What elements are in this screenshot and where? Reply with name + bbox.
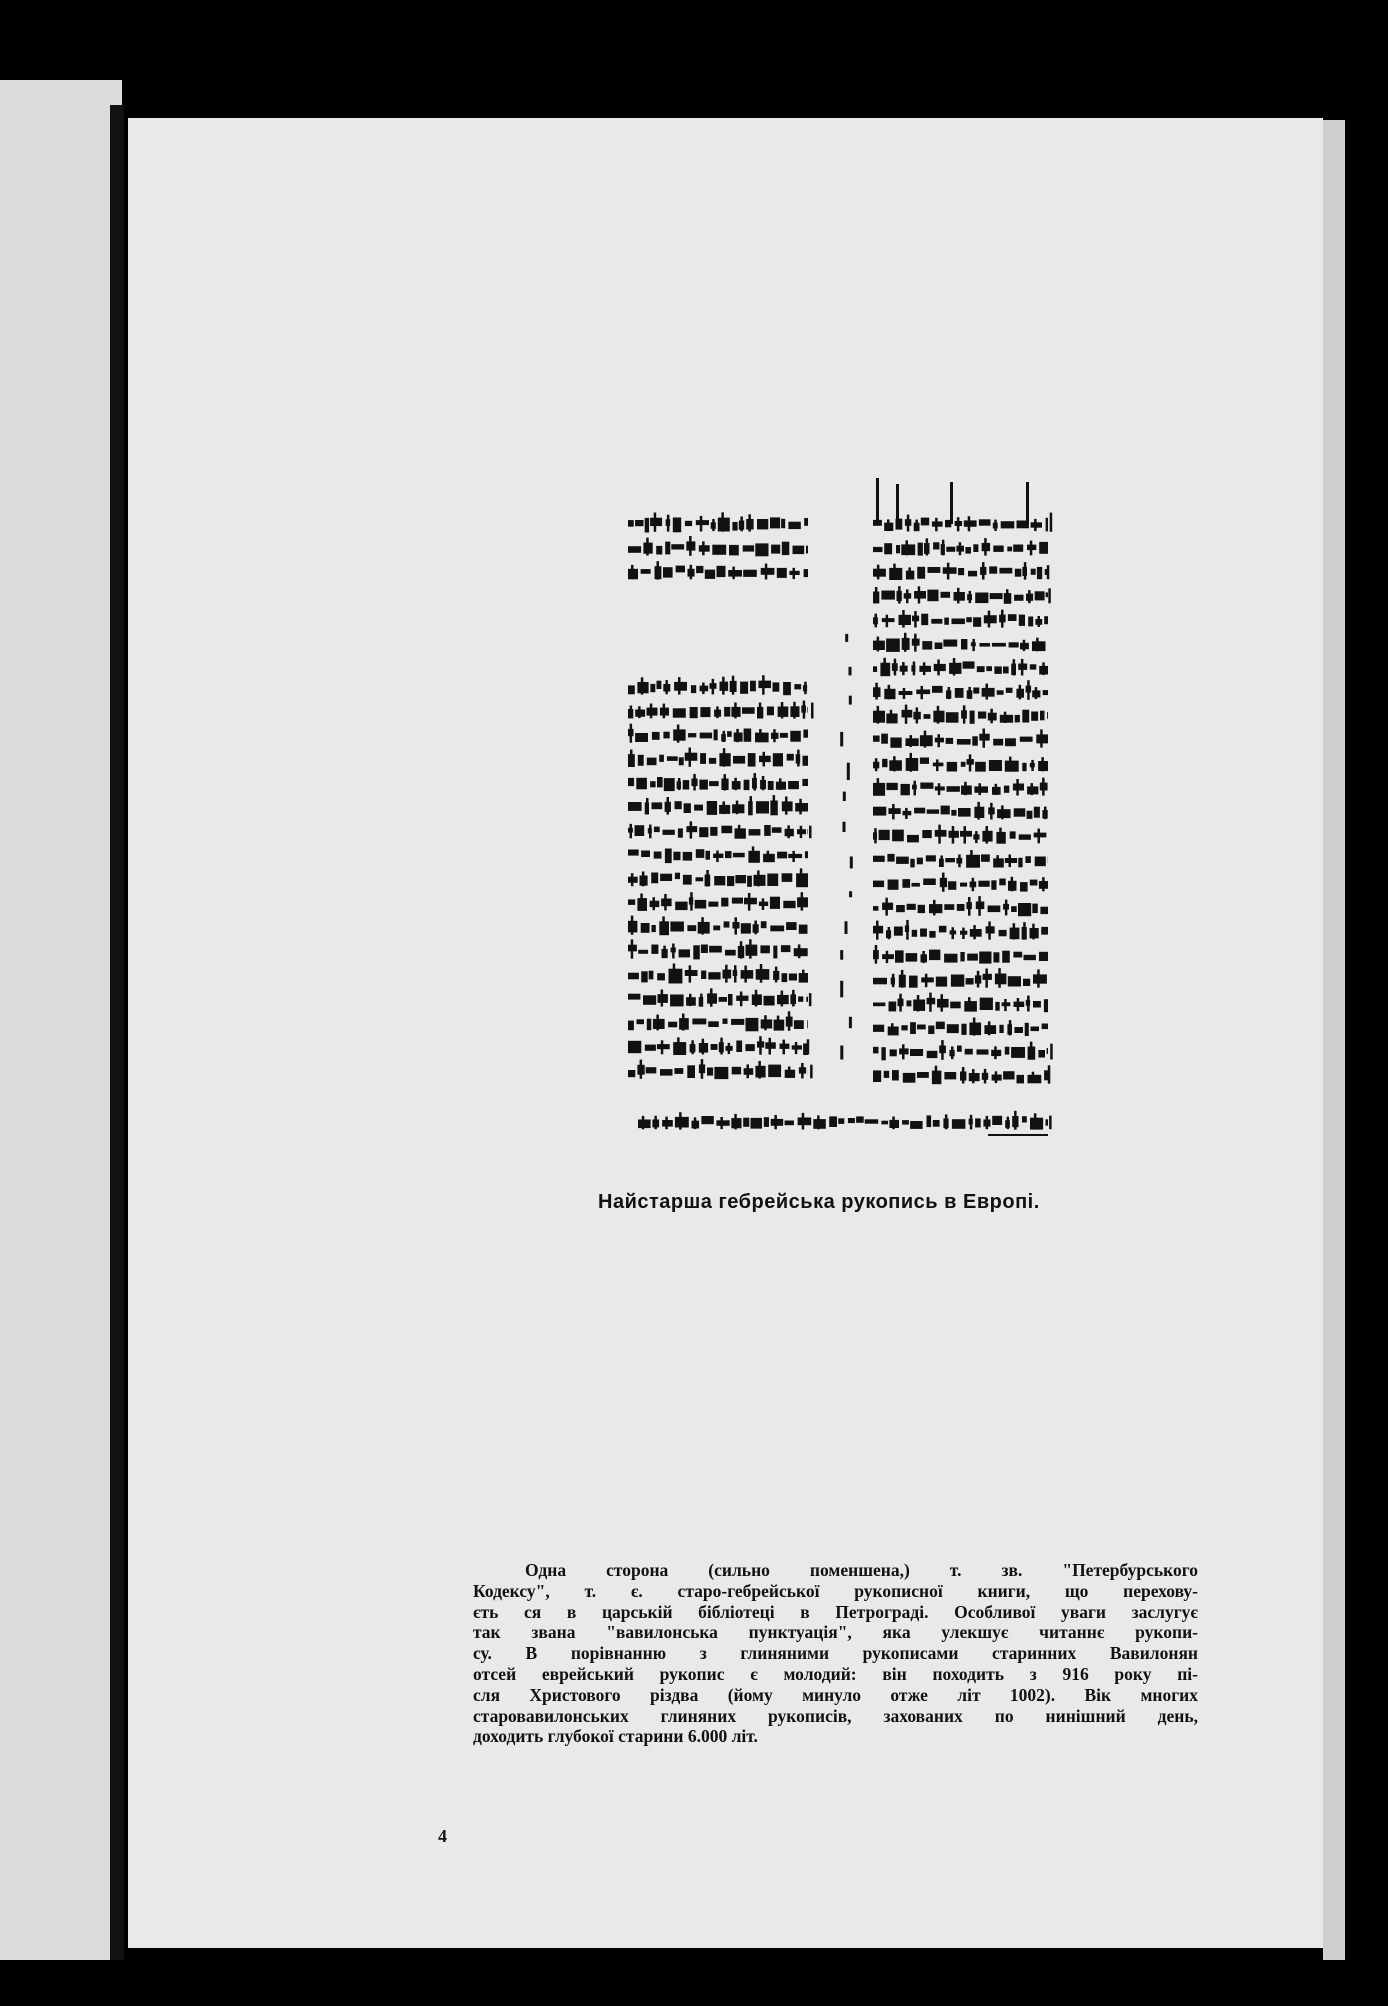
page-number: 4 (438, 1826, 447, 1846)
manuscript-left-line (628, 916, 808, 936)
manuscript-right-line (873, 562, 1049, 580)
ascender-stroke (950, 482, 953, 524)
manuscript-right-line (873, 993, 1048, 1013)
manuscript-left-line (628, 561, 808, 580)
manuscript-left-line (628, 1059, 813, 1079)
manuscript-right-line (873, 850, 1048, 868)
marginal-mark (840, 950, 843, 960)
manuscript-right-line (873, 586, 1051, 604)
marginal-mark (840, 732, 843, 747)
ascender-stroke (1026, 482, 1029, 524)
manuscript-illustration (608, 478, 1068, 1148)
marginal-mark (850, 857, 853, 869)
manuscript-right-line (873, 680, 1048, 700)
manuscript-right-line (873, 968, 1047, 988)
manuscript-right-line (873, 873, 1048, 892)
manuscript-left-line (628, 512, 808, 532)
marginal-mark (849, 1017, 852, 1028)
description-paragraph (473, 1560, 1198, 1747)
manuscript-right-line (873, 945, 1048, 964)
manuscript-left-line (628, 846, 808, 863)
manuscript-left-line (628, 892, 808, 911)
manuscript-right-line (873, 1018, 1048, 1037)
manuscript-left-line (628, 748, 808, 768)
manuscript-left-line (628, 724, 808, 743)
manuscript-right-line (873, 802, 1048, 820)
manuscript-left-line (628, 868, 808, 887)
marginal-mark (849, 696, 852, 705)
marginal-mark (845, 921, 848, 934)
scanned-page (128, 118, 1323, 1948)
manuscript-right-line (873, 753, 1048, 772)
description-line: сля Христового різдва (йому минуло отже літ 1002). Вік многих (473, 1684, 1198, 1705)
description-line: Кодексу", т. є. старо-гебрейської рукописної книги, що перехову- (473, 1580, 1198, 1601)
manuscript-right-line (873, 1065, 1050, 1084)
ascender-stroke (896, 484, 899, 526)
description-line: доходить глубокої старини 6.000 літ. (473, 1726, 758, 1747)
description-line: Одна сторона (сильно поменшена,) т. зв. "Петербурського (525, 1560, 1198, 1580)
manuscript-left-line (628, 536, 808, 556)
marginal-mark (845, 634, 848, 642)
book-spine-shadow (110, 105, 124, 1960)
marginal-mark (849, 891, 852, 897)
marginal-mark (843, 822, 846, 832)
manuscript-right-line (873, 825, 1046, 844)
manuscript-left-line (628, 1011, 808, 1031)
right-page-edge (1323, 120, 1345, 1960)
manuscript-left-line (628, 939, 808, 959)
manuscript-left-line (628, 964, 808, 984)
manuscript-right-line (873, 513, 1052, 532)
manuscript-left-line (628, 675, 807, 695)
manuscript-left-line (628, 795, 808, 815)
manuscript-left-line (628, 1036, 809, 1055)
manuscript-left-line (628, 988, 811, 1006)
description-line: старовавилонських глиняних рукописів, захованих по нинішний день, (473, 1705, 1198, 1726)
hebrew-manuscript-image (608, 478, 1068, 1148)
manuscript-right-line (873, 778, 1048, 796)
description-line: отсей еврейський рукопис є молодий: він походить з 916 року пі- (473, 1663, 1198, 1684)
manuscript-right-line (873, 920, 1048, 940)
manuscript-right-line (873, 896, 1048, 916)
manuscript-right-line (873, 658, 1048, 676)
description-line: так звана "вавилонська пунктуація", яка улекшує читаннє рукопи- (473, 1622, 1198, 1643)
manuscript-right-line (873, 1040, 1053, 1060)
manuscript-footer-line (638, 1111, 1052, 1130)
footer-underline (988, 1134, 1048, 1136)
manuscript-right-line (873, 538, 1048, 556)
manuscript-right-line (873, 633, 1046, 652)
marginal-mark (843, 792, 846, 801)
description-line: су. В порівнанню з глиняними рукописами старинних Вавилонян (473, 1643, 1198, 1664)
left-page-edge (0, 80, 122, 1960)
manuscript-left-line (628, 773, 808, 791)
manuscript-left-line (628, 821, 812, 838)
ascender-stroke (876, 478, 879, 520)
manuscript-left-line (628, 701, 814, 719)
manuscript-right-line (873, 610, 1048, 628)
marginal-mark (840, 981, 843, 998)
marginal-mark (849, 667, 852, 676)
description-line: єть ся в царській бібліотеці в Петрограді. Особливої уваги заслугує (473, 1601, 1198, 1622)
marginal-mark (840, 1046, 843, 1060)
manuscript-right-line (873, 729, 1048, 748)
figure-caption: Найстарша гебрейська рукопись в Европі. (598, 1191, 1040, 1213)
marginal-mark (847, 763, 850, 780)
manuscript-right-line (873, 705, 1048, 724)
